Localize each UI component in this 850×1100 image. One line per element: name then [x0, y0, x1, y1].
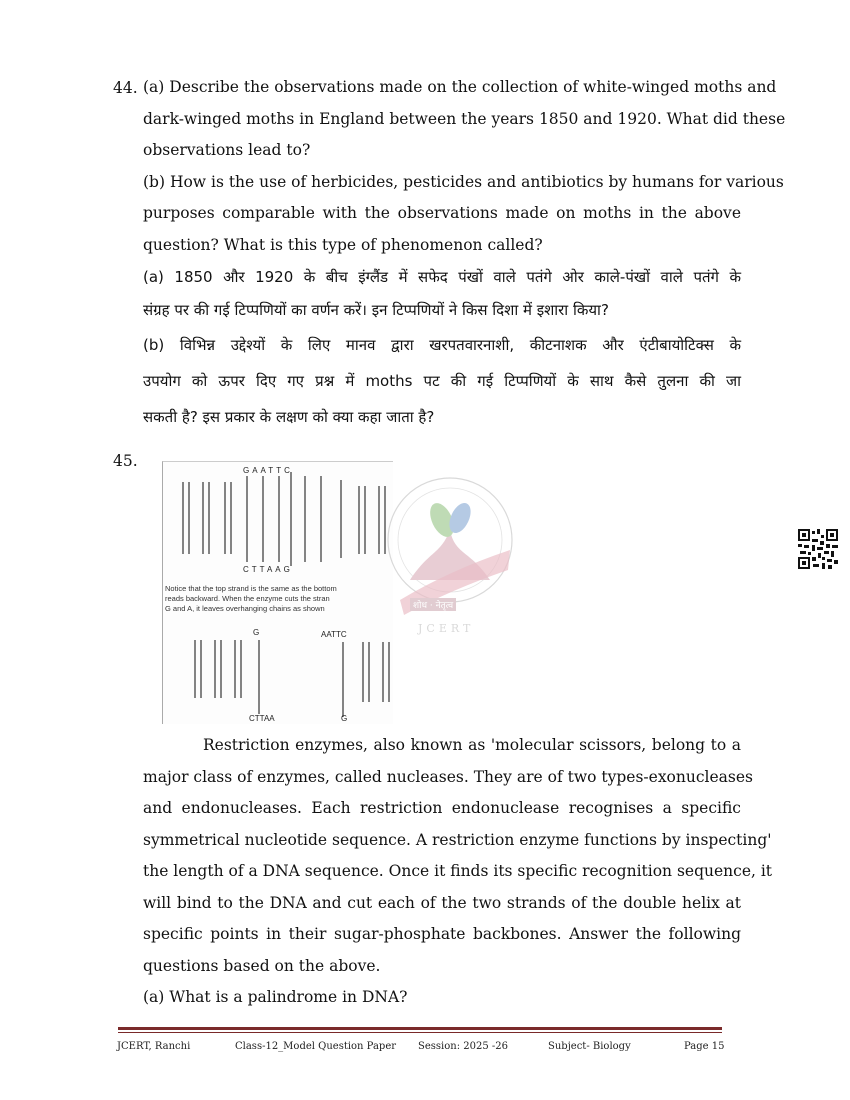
q45-sub-question-a: (a) What is a palindrome in DNA?	[143, 988, 408, 1006]
cut-right-bottom-label: G	[341, 714, 348, 723]
footer-org: JCERT, Ranchi	[117, 1041, 191, 1052]
qr-code-icon[interactable]	[798, 529, 838, 569]
cut-left-top-label: G	[253, 628, 260, 637]
jcert-logo-watermark	[380, 460, 520, 640]
q44-a-hi-line-2: संग्रह पर की गई टिप्पणियों का वर्णन करें। इन टिप्पणियों ने किस दिशा में इशारा किया?	[143, 301, 609, 319]
question-number-45: 45.	[113, 452, 138, 470]
footer-paper: Class-12_Model Question Paper	[235, 1041, 397, 1052]
figure-caption	[165, 584, 337, 614]
passage-line-4: symmetrical nucleotide sequence. A restriction enzyme functions by inspecting'	[143, 830, 772, 849]
passage-line-7: specific points in their sugar-phosphate backbones. Answer the following	[143, 925, 741, 943]
watermark-org: JCERT	[418, 622, 475, 635]
q44-a-en-line-1: (a) Describe the observations made on the collection of white-winged moths and	[143, 78, 777, 96]
passage-line-6: will bind to the DNA and cut each of the two strands of the double helix at	[143, 893, 741, 912]
passage-line-1: Restriction enzymes, also known as 'molecular scissors, belong to a	[203, 736, 741, 754]
passage-line-5: the length of a DNA sequence. Once it finds its specific recognition sequence, it	[143, 862, 773, 880]
footer-page-number: Page 15	[684, 1041, 725, 1052]
footer-divider	[118, 1027, 722, 1033]
q44-a-hi-line-1: (a) 1850 और 1920 के बीच इंग्लैंड में सफेद पंखों वाले पतंगे ओर काले-पंखों वाले पतंगे के	[143, 268, 741, 286]
q44-b-hi-line-2: उपयोग को ऊपर दिए गए प्रश्न में moths पट की गई टिप्पणियों के साथ कैसे तुलना की जा	[143, 372, 741, 390]
q44-b-hi-line-3: सकती है? इस प्रकार के लक्षण को क्या कहा जाता है?	[143, 408, 435, 426]
footer-subject: Subject- Biology	[548, 1041, 631, 1052]
q44-b-en-line-1: (b) How is the use of herbicides, pesticides and antibiotics by humans for various	[143, 172, 784, 191]
footer-session: Session: 2025 -26	[418, 1041, 508, 1052]
q44-a-en-line-3: observations lead to?	[143, 141, 311, 159]
top-sequence-label: GAATTC	[243, 466, 293, 475]
q44-b-hi-line-1: (b) विभिन्न उद्देश्यों के लिए मानव द्वारा खरपतवारनाशी, कीटनाशक और एंटीबायोटिक्स के	[143, 336, 741, 354]
question-number-44: 44.	[113, 79, 138, 97]
passage-line-2: major class of enzymes, called nucleases. They are of two types-exonucleases	[143, 767, 753, 786]
q44-b-en-line-2: purposes comparable with the observations made on moths in the above	[143, 204, 741, 222]
question-44	[143, 72, 786, 435]
q44-b-en-line-3: question? What is this type of phenomenon called?	[143, 235, 543, 254]
caption-line: reads backward. When the enzyme cuts the stran	[165, 594, 330, 603]
passage-line-8: questions based on the above.	[143, 956, 381, 975]
bottom-sequence-label: CTTAAG	[243, 565, 293, 574]
cut-left-bottom-label: CTTAA	[249, 714, 275, 723]
restriction-enzyme-figure	[162, 461, 393, 724]
cut-right-top-label: AATTC	[321, 630, 347, 639]
caption-line: G and A, it leaves overhanging chains as shown	[165, 604, 325, 613]
passage-line-3: and endonucleases. Each restriction endonuclease recognises a specific	[143, 799, 741, 817]
question-45-passage	[143, 730, 773, 1014]
watermark-motto: शोध · नेतृत्व	[410, 598, 456, 611]
q44-a-en-line-2: dark-winged moths in England between the years 1850 and 1920. What did these	[143, 109, 786, 128]
caption-line: Notice that the top strand is the same as the bottom	[165, 584, 337, 593]
